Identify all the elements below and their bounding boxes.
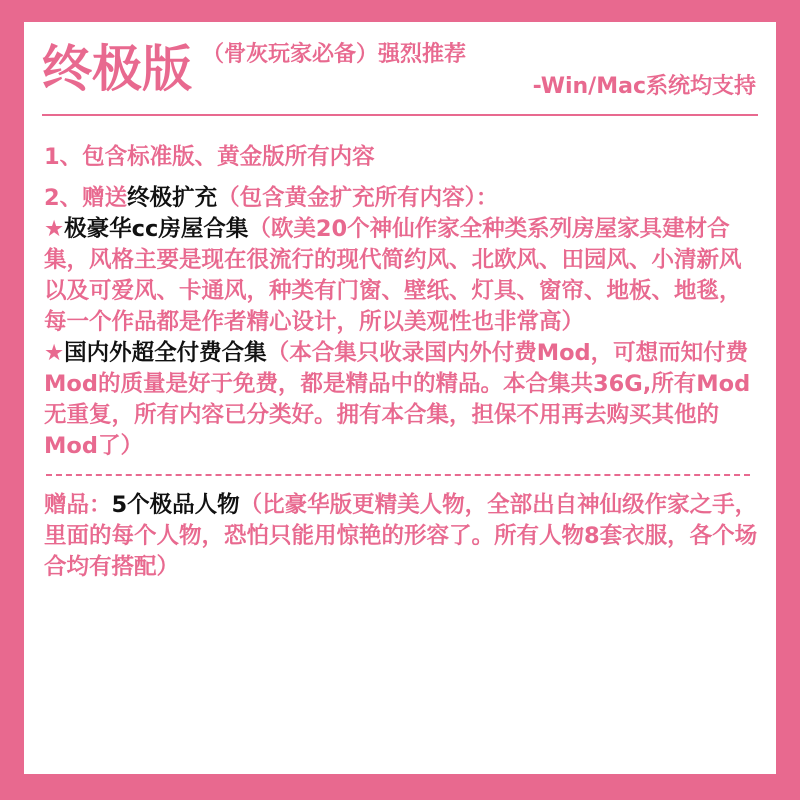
item-1-text: 1、包含标准版、黄金版所有内容 bbox=[44, 144, 375, 170]
item-1 bbox=[44, 142, 758, 173]
item-2-highlight: 终极扩充 bbox=[127, 185, 218, 211]
gift-desc: （比豪华版更精美人物，全部出自神仙级作家之手，里面的每个人物，恐怕只能用惊艳的形容了。所有人物8套衣服，各个场合均有搭配） bbox=[44, 492, 758, 580]
section-mod-desc: （本合集只收录国内外付费Mod，可想而知付费Mod的质量是好于免费，都是精品中的精品。本合集共36G,所有Mod无重复，所有内容已分类好。拥有本合集，担保不用再去购买其他的Mod了） bbox=[44, 340, 751, 459]
section-mod bbox=[44, 338, 758, 462]
item-2 bbox=[44, 183, 758, 214]
content-card bbox=[24, 22, 776, 774]
item-2-suffix: （包含黄金扩充所有内容）： bbox=[217, 185, 499, 211]
dashed-divider bbox=[46, 474, 750, 476]
section-cc-desc: （欧美20个神仙作家全种类系列房屋家具建材合集，风格主要是现在很流行的现代简约风、北欧风、田园风、小清新风以及可爱风、卡通风，种类有门窗、壁纸、灯具、窗帘、地板、地毯，每一个作品都是作者精心设计，所以美观性也非常高） bbox=[44, 216, 742, 335]
title-underline bbox=[42, 114, 758, 116]
gift-label: 赠品： bbox=[44, 492, 112, 518]
item-2-prefix: 2、赠送 bbox=[44, 185, 128, 211]
content-body bbox=[44, 142, 758, 583]
page-subtitle: （骨灰玩家必备）强烈推荐 bbox=[202, 42, 467, 67]
gift-title: 5个极品人物 bbox=[111, 492, 240, 518]
star-icon: ★ bbox=[44, 340, 65, 366]
section-cc bbox=[44, 214, 758, 338]
platform-support: -Win/Mac系统均支持 bbox=[532, 74, 756, 99]
page-title: 终极版 bbox=[42, 40, 192, 98]
section-mod-title: 国内外超全付费合集 bbox=[64, 340, 267, 366]
gift-section bbox=[44, 490, 758, 583]
section-cc-title: 极豪华cc房屋合集 bbox=[64, 216, 249, 242]
star-icon: ★ bbox=[44, 216, 65, 242]
